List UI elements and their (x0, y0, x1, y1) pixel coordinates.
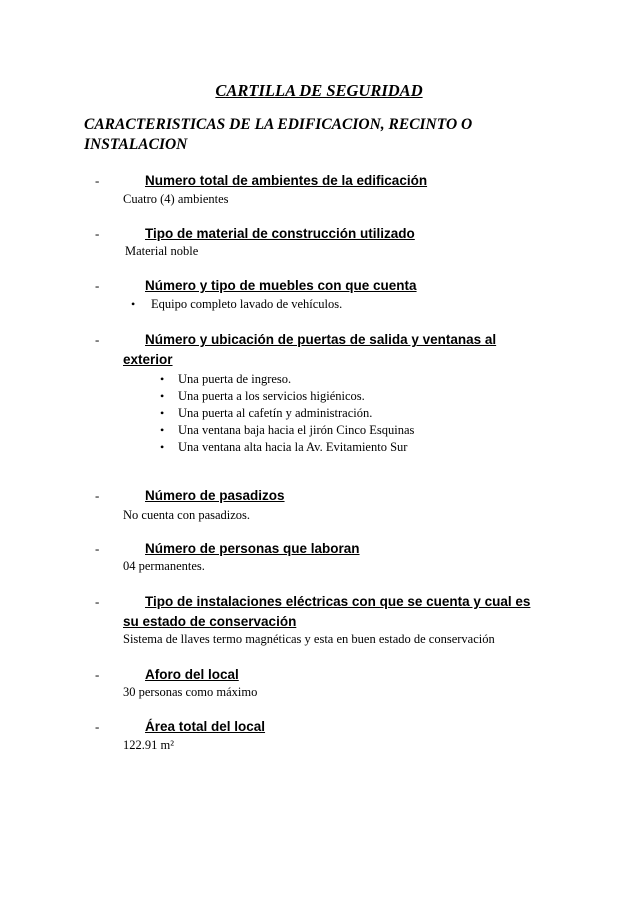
document-title: CARTILLA DE SEGURIDAD (215, 81, 423, 100)
bullet-text: Una puerta a los servicios higiénicos. (178, 389, 365, 403)
item-value: No cuenta con pasadizos. (123, 508, 251, 522)
dash-marker: - (95, 667, 100, 682)
item-heading: Número de pasadizos (145, 488, 285, 503)
item-heading-line2: su estado de conservación (123, 614, 297, 629)
item-heading-line1: Tipo de instalaciones eléctricas con que se cuenta y cual es (145, 594, 531, 609)
item-heading: Número y tipo de muebles con que cuenta (145, 278, 417, 293)
bullet-text: Una puerta de ingreso. (178, 372, 292, 386)
dash-marker: - (95, 541, 100, 556)
item-value: 122.91 m² (123, 738, 174, 752)
bullet-icon: • (160, 389, 165, 403)
bullet-icon: • (131, 297, 136, 311)
item-value: 04 permanentes. (123, 559, 205, 573)
item-heading: Aforo del local (145, 667, 239, 682)
item-heading: Número de personas que laboran (145, 541, 360, 556)
dash-marker: - (95, 594, 100, 609)
item-heading: Numero total de ambientes de la edificación (145, 173, 428, 188)
item-heading-line2: exterior (123, 352, 173, 367)
item-heading-line1: Número y ubicación de puertas de salida y ventanas al (145, 332, 497, 347)
dash-marker: - (95, 278, 100, 293)
section-heading: CARACTERISTICAS DE LA EDIFICACION, RECINTO O INSTALACION (84, 116, 473, 153)
item-value: Cuatro (4) ambientes (123, 192, 229, 206)
item-heading: Área total del local (145, 719, 266, 734)
dash-marker: - (95, 226, 100, 241)
dash-marker: - (95, 488, 100, 503)
bullet-text: Una ventana baja hacia el jirón Cinco Esquinas (178, 423, 415, 437)
bullet-text: Equipo completo lavado de vehículos. (151, 297, 343, 311)
dash-marker: - (95, 332, 100, 347)
bullet-icon: • (160, 372, 165, 386)
item-value: 30 personas como máximo (123, 685, 258, 699)
bullet-text: Una ventana alta hacia la Av. Evitamiento Sur (178, 440, 408, 454)
bullet-icon: • (160, 423, 165, 437)
item-heading: Tipo de material de construcción utilizado (145, 226, 415, 241)
dash-marker: - (95, 719, 100, 734)
bullet-icon: • (160, 406, 165, 420)
item-value: Sistema de llaves termo magnéticas y esta en buen estado de conservación (123, 632, 495, 646)
item-value: Material noble (125, 244, 199, 258)
bullet-text: Una puerta al cafetín y administración. (178, 406, 373, 420)
bullet-icon: • (160, 440, 165, 454)
dash-marker: - (95, 173, 100, 188)
